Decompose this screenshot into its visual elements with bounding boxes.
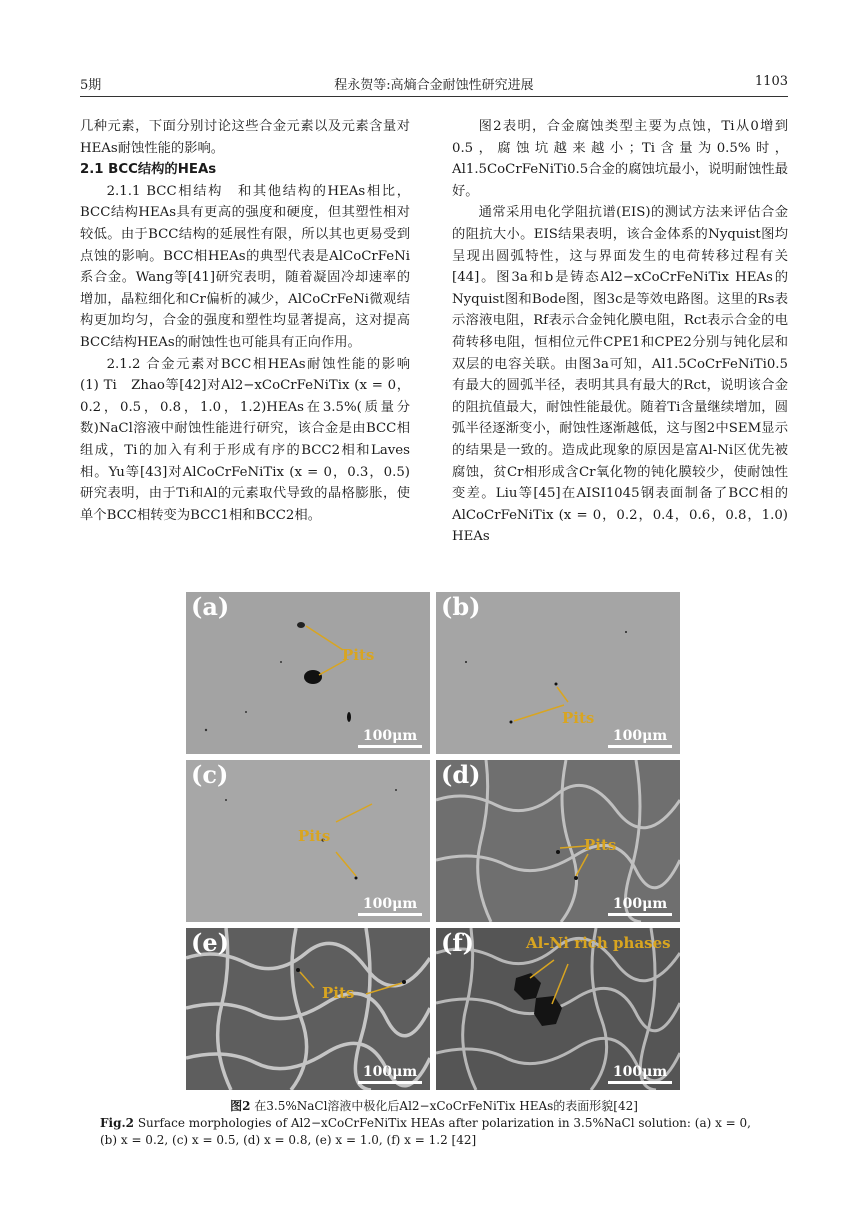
scale-bar: 100μm [358, 896, 422, 916]
panel-label: (e) [191, 928, 229, 957]
scale-bar: 100μm [358, 728, 422, 748]
issue-number: 5期 [80, 78, 102, 93]
paragraph: 图2表明，合金腐蚀类型主要为点蚀，Ti从0增到0.5，腐蚀坑越来越小；Ti含量为0.5%时，Al1.5CoCrFeNiTi0.5合金的腐蚀坑最小，说明耐蚀性最好。 [452, 119, 788, 199]
panel-label: (d) [441, 760, 481, 789]
running-header [80, 74, 788, 96]
panel-label: (a) [191, 592, 230, 621]
panel-label: (f) [441, 928, 475, 957]
header-rule [80, 96, 788, 97]
panel-label: (c) [191, 760, 229, 789]
pits-annotation: Pits [562, 709, 595, 727]
right-column [452, 116, 788, 548]
running-title: 程永贺等:高熵合金耐蚀性研究进展 [334, 78, 534, 93]
pits-annotation: Pits [342, 646, 375, 664]
left-column [80, 116, 424, 526]
sem-panel-d [436, 760, 680, 922]
pits-annotation: Pits [584, 836, 617, 854]
panel-label: (b) [441, 592, 481, 621]
paragraph: 几种元素，下面分别讨论这些合金元素以及元素含量对HEAs耐蚀性能的影响。 [80, 119, 410, 156]
paragraph: 通常采用电化学阻抗谱(EIS)的测试方法来评估合金的阻抗大小。EIS结果表明，该合金体系的Nyquist图均呈现出圆弧特性，这与界面发生的电荷转移过程有关[44]。图3a和b是铸态Al2−xCoCrFeNiTix HEAs的Nyquist图和Bode图，图3c是等效电路图。这里的Rs表示溶液电阻，Rf表示合金钝化膜电阻，Rct表示合金的电荷转移电阻，恒相位元件CPE1和CPE2分别与钝化层和双层的电容关联。由图3a可知，Al1.5CoCrFeNiTi0.5有最大的圆弧半径，表明其具有最大的Rct，说明该合金的阻抗值最大，耐蚀性能最优。随着Ti含量继续增加，圆弧半径逐渐变小，耐蚀性逐渐越低，这与图2中SEM显示的结果是一致的。造成此现象的原因是富Al-Ni区优先被腐蚀，贫Cr相形成含Cr氧化物的钝化膜较少，使耐蚀性变差。Liu等[45]在AISI1045钢表面制备了BCC相的AlCoCrFeNiTix (x = 0，0.2，0.4，0.6，0.8，1.0) HEAs [452, 205, 788, 545]
sem-panel-b [436, 592, 680, 754]
sem-panel-f [436, 928, 680, 1090]
section-heading: 2.1 BCC结构的HEAs [80, 162, 217, 178]
scale-bar: 100μm [358, 1064, 422, 1084]
page-number: 1103 [754, 74, 788, 89]
sem-panel-c [186, 760, 430, 922]
figure-caption [100, 1098, 768, 1149]
caption-english: Fig.2 Surface morphologies of Al2−xCoCrFeNiTix HEAs after polarization in 3.5%NaCl solution: (a) x = 0, (b) x = 0.2, (c) x = 0.5, (d) x = 0.8, (e) x = 1.0, (f) x = 1.2 [42] [100, 1116, 751, 1147]
pits-annotation: Pits [322, 984, 355, 1002]
pits-annotation: Pits [298, 827, 331, 845]
sem-panel-e [186, 928, 430, 1090]
sem-figure [186, 592, 682, 1090]
sem-panel-a [186, 592, 430, 754]
scale-bar: 100μm [608, 896, 672, 916]
scale-bar: 100μm [608, 728, 672, 748]
caption-chinese: 图2 在3.5%NaCl溶液中极化后Al2−xCoCrFeNiTix HEAs的表面形貌[42] [230, 1099, 638, 1113]
paragraph: 2.1.1 BCC相结构 和其他结构的HEAs相比，BCC结构HEAs具有更高的强度和硬度，但其塑性相对较低。由于BCC结构的延展性有限，所以其也更易受到点蚀的影响。BCC相HEAs的典型代表是AlCoCrFeNi系合金。Wang等[41]研究表明，随着凝固冷却速率的增加，晶粒细化和Cr偏析的减少，AlCoCrFeNi微观结构更加均匀，合金的强度和塑性均显著提高，这对提高BCC结构HEAs的耐蚀性也可能具有正向作用。 [80, 183, 410, 350]
scale-bar: 100μm [608, 1064, 672, 1084]
paragraph: 2.1.2 合金元素对BCC相HEAs耐蚀性能的影响 (1) Ti Zhao等[42]对Al2−xCoCrFeNiTix (x = 0，0.2，0.5，0.8，1.0，1.2)HEAs在3.5%(质量分数)NaCl溶液中耐蚀性能进行研究，该合金是由BCC相组成，Ti的加入有利于形成有序的BCC2相和Laves相。Yu等[43]对AlCoCrFeNiTix (x = 0，0.3，0.5)研究表明，由于Ti和Al的元素取代导致的晶格膨胀，使单个BCC相转变为BCC1相和BCC2相。 [80, 356, 424, 523]
phase-annotation: Al-Ni rich phases [526, 934, 671, 952]
